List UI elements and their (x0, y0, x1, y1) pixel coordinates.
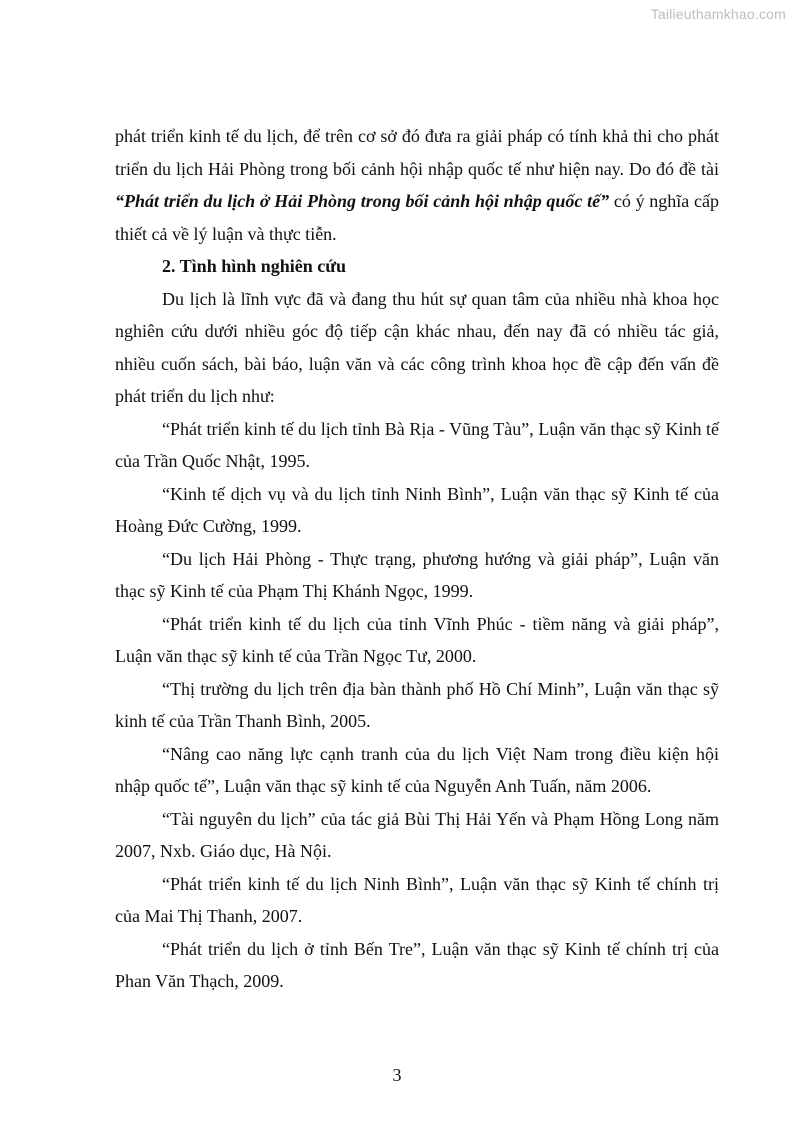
reference-item: “Phát triển kinh tế du lịch tỉnh Bà Rịa - Vũng Tàu”, Luận văn thạc sỹ Kinh tế của Trần Quốc Nhật, 1995. (115, 418, 719, 471)
reference-item: “Phát triển kinh tế du lịch của tỉnh Vĩnh Phúc - tiềm năng và giải pháp”, Luận văn thạc sỹ kinh tế của Trần Ngọc Tư, 2000. (115, 613, 719, 666)
document-body (115, 120, 719, 998)
intro-paragraph (115, 120, 719, 250)
reference-item: “Nâng cao năng lực cạnh tranh của du lịch Việt Nam trong điều kiện hội nhập quốc tế”, Luận văn thạc sỹ kinh tế của Nguyễn Anh Tuấn, năm 2006. (115, 743, 719, 796)
thesis-title: “Phát triển du lịch ở Hải Phòng trong bối cảnh hội nhập quốc tế” (115, 191, 610, 211)
section-heading: 2. Tình hình nghiên cứu (162, 256, 347, 276)
reference-item: “Phát triển kinh tế du lịch Ninh Bình”, Luận văn thạc sỹ Kinh tế chính trị của Mai Thị Thanh, 2007. (115, 873, 719, 926)
reference-item: “Tài nguyên du lịch” của tác giả Bùi Thị Hải Yến và Phạm Hồng Long năm 2007, Nxb. Giáo dục, Hà Nội. (115, 808, 719, 861)
section-intro-paragraph: Du lịch là lĩnh vực đã và đang thu hút sự quan tâm của nhiều nhà khoa học nghiên cứu dưới nhiều góc độ tiếp cận khác nhau, đến nay đã có nhiều tác giả, nhiều cuốn sách, bài báo, luận văn và các công trình khoa học đề cập đến vấn đề phát triển du lịch như: (115, 288, 719, 406)
reference-item: “Kinh tế dịch vụ và du lịch tỉnh Ninh Bình”, Luận văn thạc sỹ Kinh tế của Hoàng Đức Cường, 1999. (115, 483, 719, 536)
reference-item: “Thị trường du lịch trên địa bàn thành phố Hồ Chí Minh”, Luận văn thạc sỹ kinh tế của Trần Thanh Bình, 2005. (115, 678, 719, 731)
intro-text-before: phát triển kinh tế du lịch, để trên cơ sở đó đưa ra giải pháp có tính khả thi cho phát triển du lịch Hải Phòng trong bối cảnh hội nhập quốc tế như hiện nay. Do đó đề tài (115, 126, 719, 179)
page-number: 3 (392, 1065, 402, 1085)
watermark: Tailieuthamkhao.com (650, 6, 786, 22)
reference-item: “Phát triển du lịch ở tỉnh Bến Tre”, Luận văn thạc sỹ Kinh tế chính trị của Phan Văn Thạch, 2009. (115, 938, 719, 991)
reference-item: “Du lịch Hải Phòng - Thực trạng, phương hướng và giải pháp”, Luận văn thạc sỹ Kinh tế của Phạm Thị Khánh Ngọc, 1999. (115, 548, 719, 601)
intro-text-after: có ý nghĩa cấp thiết cả về lý luận và thực tiễn. (115, 191, 719, 244)
